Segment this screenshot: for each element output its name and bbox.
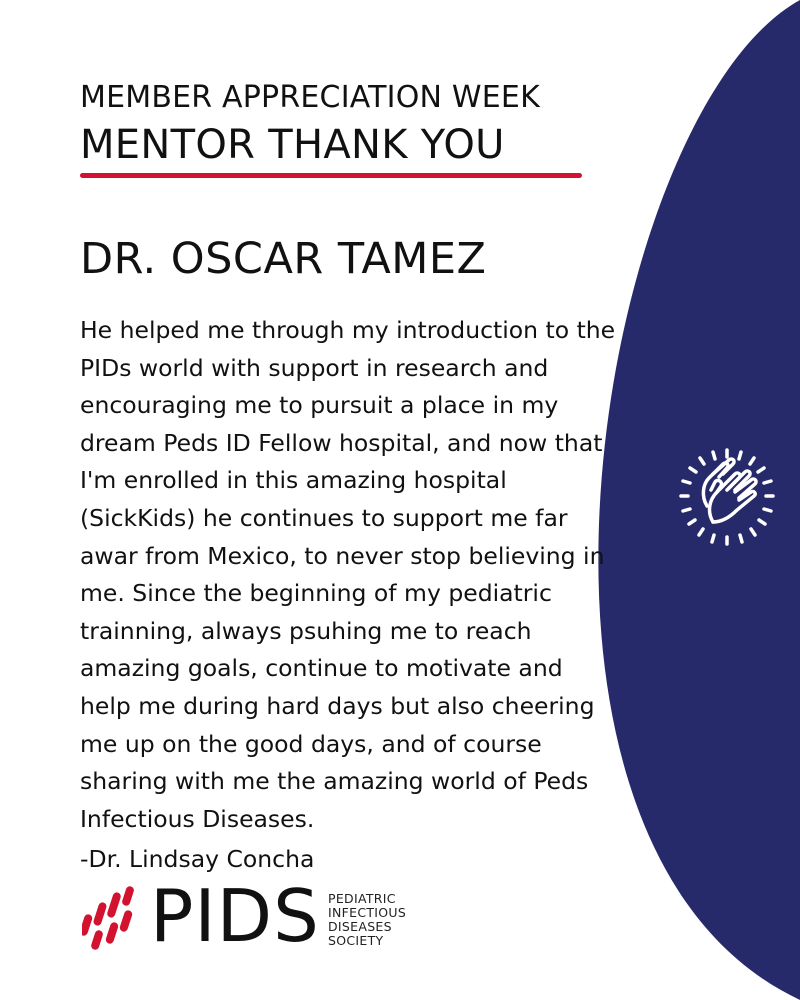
pids-subtitle-line: PEDIATRIC (328, 891, 396, 906)
title-underline (80, 173, 582, 178)
message-body (80, 312, 620, 838)
honoree-name: DR. OSCAR TAMEZ (80, 234, 487, 284)
message-text: He helped me through my introduction to the PIDs world with support in research and encouraging me to pursuit a place in my dream Peds ID Fellow hospital, and now that I'm enrolled in this amazing hospital (SickKids) he continues to support me far awar from Mexico, to never stop believing in me. Since the beginning of my pediatric trainning, always psuhing me to reach amazing goals, continue to motivate and help me during hard days but also cheering me up on the good days, and of course sharing with me the amazing world of Peds Infectious Diseases. (80, 316, 616, 833)
pids-subtitle-line: DISEASES (328, 919, 392, 934)
clapping-hands-icon (677, 446, 777, 556)
signature: -Dr. Lindsay Concha (80, 845, 315, 873)
pids-wordmark: PIDS (150, 874, 320, 958)
pids-subtitle (328, 892, 406, 948)
event-title: MEMBER APPRECIATION WEEK (80, 80, 540, 115)
pids-subtitle-line: SOCIETY (328, 933, 384, 948)
page-title: MENTOR THANK YOU (80, 122, 505, 168)
pids-logo-mark-icon (82, 884, 142, 954)
pids-subtitle-line: INFECTIOUS (328, 905, 407, 920)
